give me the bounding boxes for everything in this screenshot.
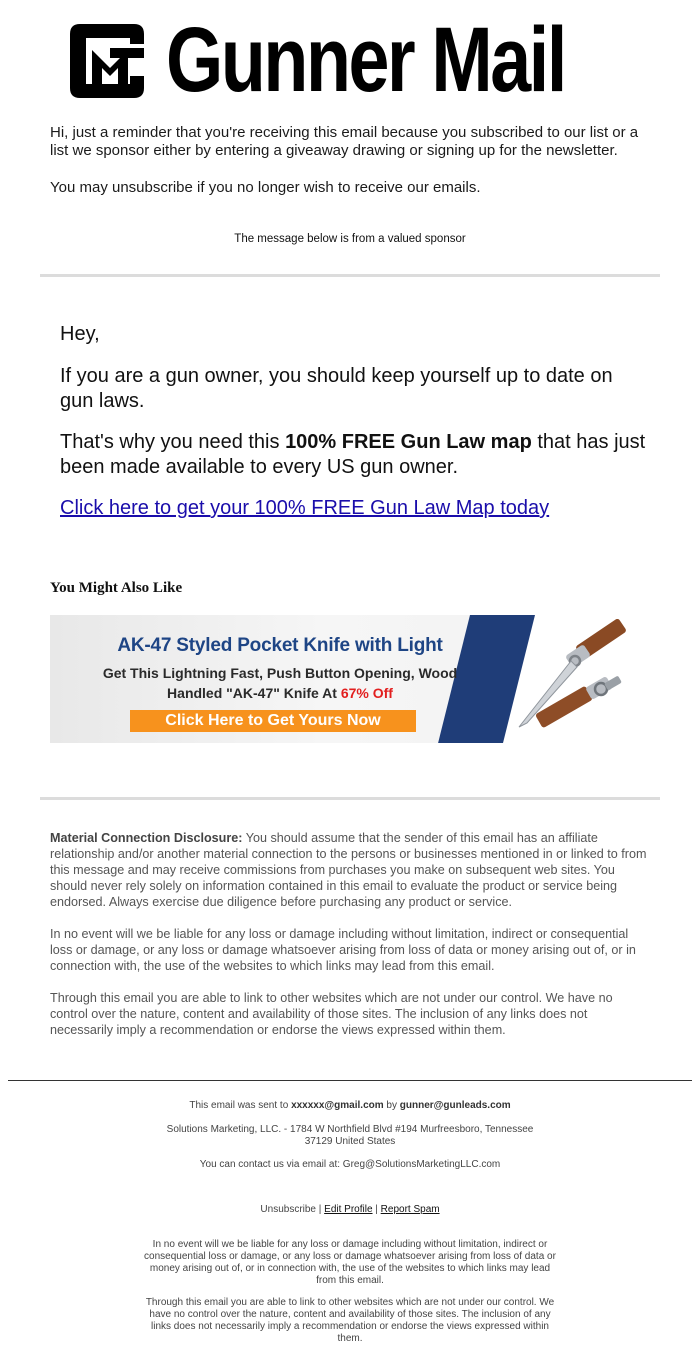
banner-subtitle-line-2	[70, 683, 490, 703]
banner-subtitle	[70, 663, 490, 703]
banner-subtitle-line-2-pre: Handled "AK-47" Knife At	[167, 685, 341, 701]
link-separator: |	[372, 1204, 381, 1215]
report-spam-link[interactable]: Report Spam	[380, 1204, 440, 1215]
material-connection-disclosure	[50, 830, 650, 910]
address-line-1: Solutions Marketing, LLC. - 1784 W Northfield Blvd #194 Murfreesboro, Tennessee	[166, 1124, 534, 1135]
brand-logo	[62, 9, 592, 111]
disclosure-section	[50, 830, 650, 1038]
gm-logo-icon	[66, 20, 148, 102]
edit-profile-link[interactable]: Edit Profile	[324, 1204, 373, 1215]
knife-ad-banner[interactable]	[50, 615, 640, 743]
sender-email: gunner@gunleads.com	[399, 1100, 511, 1111]
liability-disclaimer: In no event will we be liable for any loss or damage including without limitation, indirect or consequential loss or damage, or any loss or damage whatsoever arising from loss of data or money arising out of, or in connection with, the use of the websites to which links may lead from this email.	[50, 927, 636, 973]
also-like-heading: You Might Also Like	[50, 580, 183, 596]
address-line-2: 37129 United States	[304, 1136, 396, 1147]
reminder-text: Hi, just a reminder that you're receiving this email because you subscribed to our list or a list we sponsor either by entering a giveaway drawing or signing up for the newsletter.	[50, 124, 639, 159]
unsubscribe-link[interactable]: Unsubscribe	[260, 1204, 316, 1215]
footer-external-links: Through this email you are able to link to other websites which are not under our control. We have no control over the nature, content and availability of those sites. The inclusion of any links does not necessarily imply a recommendation or endorse the views expressed within them.	[145, 1297, 555, 1344]
company-address	[140, 1124, 560, 1148]
promo-line-2	[60, 430, 650, 480]
gun-law-map-link[interactable]: Click here to get your 100% FREE Gun Law Map today	[60, 497, 550, 519]
footer-links	[140, 1204, 560, 1216]
banner-cta-button[interactable]: Click Here to Get Yours Now	[130, 710, 416, 732]
sent-by-pre: by	[383, 1100, 400, 1111]
promo-line-2-post: that has just been made available to every US gun owner.	[60, 431, 646, 478]
knife-closed-icon	[535, 676, 622, 729]
promo-line-2-bold: 100% FREE Gun Law map	[285, 431, 532, 453]
footer-divider	[8, 1080, 692, 1081]
banner-subtitle-line-1: Get This Lightning Fast, Push Button Opening, Wood	[102, 665, 458, 681]
divider	[40, 274, 660, 277]
promo-greeting: Hey,	[60, 323, 100, 345]
knife-product-image	[505, 619, 640, 739]
banner-discount: 67% Off	[340, 685, 393, 701]
sent-to-line	[140, 1100, 560, 1112]
recipient-email: xxxxxx@gmail.com	[291, 1100, 384, 1111]
promo-line-1: If you are a gun owner, you should keep yourself up to date on gun laws.	[60, 365, 613, 412]
sent-to-pre: This email was sent to	[189, 1100, 292, 1111]
banner-title: AK-47 Styled Pocket Knife with Light	[117, 635, 443, 656]
promo-section	[60, 322, 650, 521]
unsubscribe-note: You may unsubscribe if you no longer wish to receive our emails.	[50, 179, 481, 196]
external-links-disclaimer: Through this email you are able to link to other websites which are not under our control. We have no control over the nature, content and availability of those sites. The inclusion of any links does not necessarily imply a recommendation or endorse the views expressed within them.	[50, 991, 613, 1037]
disclosure-label: Material Connection Disclosure:	[50, 831, 243, 845]
disclosure-text: You should assume that the sender of this email has an affiliate relationship and/or another material connection to the persons or businesses mentioned in or linked to from this message and may receive commissions from purchases you make on subsequent web sites. You should never rely solely on information contained in this email to evaluate the product or service being endorsed. Always exercise due diligence before purchasing any product or service.	[50, 831, 647, 909]
brand-name: Gunner Mail	[166, 9, 565, 111]
sponsor-note: The message below is from a valued sponsor	[234, 233, 466, 245]
intro-section	[50, 124, 660, 197]
promo-line-2-pre: That's why you need this	[60, 431, 286, 453]
link-separator: |	[316, 1204, 325, 1215]
footer-liability: In no event will we be liable for any loss or damage including without limitation, indirect or consequential loss or damage, or any loss or damage whatsoever arising from loss of data or money arising out of, or in connection with, the use of the websites to which links may lead from this email.	[144, 1239, 556, 1286]
contact-line: You can contact us via email at: Greg@SolutionsMarketingLLC.com	[199, 1159, 501, 1170]
divider	[40, 797, 660, 800]
